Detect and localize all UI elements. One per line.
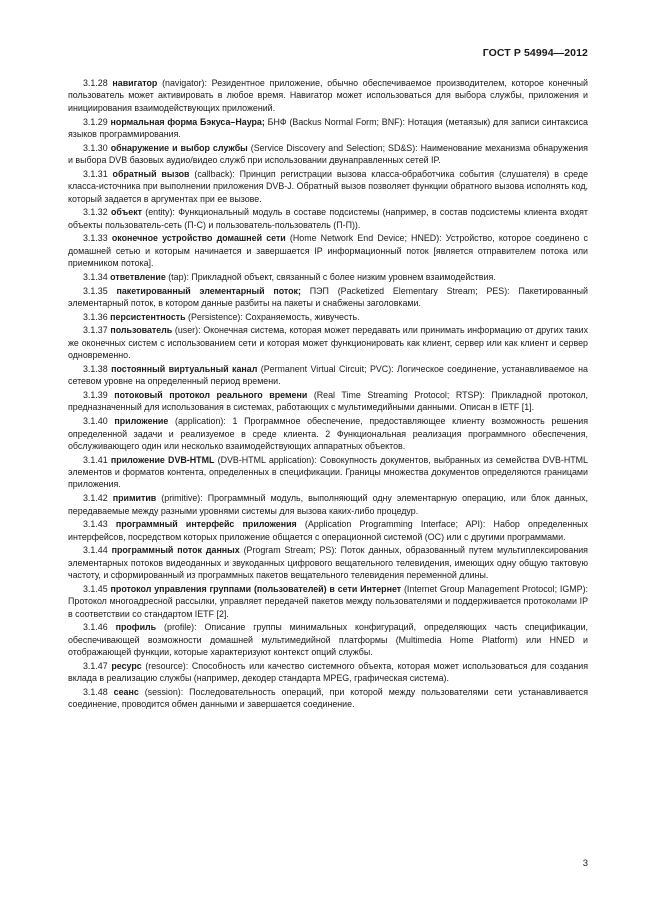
entry-term: потоковый протокол реального времени (114, 390, 308, 401)
definition-entry (68, 492, 588, 517)
definitions-list (68, 77, 588, 712)
entry-number: 3.1.30 (83, 142, 108, 153)
entry-number: 3.1.46 (83, 622, 108, 633)
definition-entry (68, 686, 588, 711)
definition-entry (68, 363, 588, 388)
definition-entry (68, 518, 588, 543)
entry-number: 3.1.31 (83, 168, 108, 179)
entry-number: 3.1.45 (83, 583, 108, 594)
entry-definition: (Real Time Streaming Protocol; RTSP): Прикладной протокол, предназначенный для использования в системах, работающих с мультимедийными данными. Описан в IETF [1]. (68, 390, 588, 413)
definition-entry (68, 116, 588, 141)
entry-definition: (user): Оконечная система, которая может передавать или принимать информацию от других таких же оконечных систем с использованием сети и которая может функционировать как клиент, сервер или как клиент и сервер одновременно. (68, 325, 589, 361)
page-number: 3 (582, 858, 588, 869)
entry-term: постоянный виртуальный канал (111, 363, 258, 374)
entry-definition: (Program Stream; PS): Поток данных, образованный путем мультиплексирования элементарных потоков видеоданных и звукоданных цифрового вещательного телевидения, имеющих одну общую тактовую частоту, и сформированный из программных пакетов вещательного телевидения переменной длины. (68, 545, 588, 581)
entry-term: объект (111, 207, 142, 218)
entry-term: обратный вызов (112, 168, 190, 179)
definition-entry (68, 454, 588, 491)
entry-term: приложение (114, 416, 169, 427)
definition-entry (68, 544, 588, 581)
entry-term: программный интерфейс приложения (115, 519, 297, 530)
entry-number: 3.1.40 (83, 416, 108, 427)
definition-entry (68, 168, 588, 205)
entry-term: ответвление (110, 271, 166, 282)
definition-entry (68, 415, 588, 452)
entry-number: 3.1.33 (83, 233, 108, 244)
entry-number: 3.1.29 (83, 116, 108, 127)
entry-term: навигатор (112, 78, 158, 88)
entry-definition: БНФ (Backus Normal Form; BNF): Нотация (метаязык) для записи синтаксиса языков программирования. (68, 116, 588, 139)
entry-number: 3.1.41 (83, 454, 108, 465)
definition-entry (68, 660, 588, 685)
entry-term: пользователь (110, 325, 173, 336)
entry-definition: ПЭП (Packetized Elementary Stream; PES): Пакетированный элементарный поток, в котором данные разбиты на пакеты и снабжены заголовками. (68, 285, 588, 308)
entry-number: 3.1.44 (83, 545, 108, 556)
entry-definition: (Home Network End Device; HNED): Устройство, которое соединено с домашней сетью и которым начинается и завершается IP информационный поток [является отправителем потока или приемником потока]. (68, 233, 588, 269)
entry-term: ресурс (111, 660, 142, 671)
definition-entry (68, 389, 588, 414)
entry-term: оконечное устройство домашней сети (111, 233, 286, 244)
definition-entry (68, 324, 588, 361)
entry-number: 3.1.47 (83, 660, 108, 671)
entry-definition: (application): 1 Программное обеспечение, предоставляющее клиенту возможность решения определенной задачи и реализуемое в среде клиента. 2 Функциональная реализация программного обеспечения, обслуживающего один или несколько взаимодействующих аппаратных объектов. (68, 416, 588, 451)
entry-definition: (Internet Group Management Protocol; IGMP): Протокол многоадресной рассылки, управляет передачей пакетов между пользователями и поддерживается протоколами IP в соответствии со стандартом IETF [2]. (68, 583, 589, 619)
entry-term: пакетированный элементарный поток; (116, 285, 301, 296)
entry-definition: (session): Последовательность операций, при которой между пользователями сети устанавливается соединение, проводится обмен данными и завершается соединение. (68, 687, 588, 710)
entry-number: 3.1.39 (83, 390, 108, 401)
entry-term: сеанс (113, 687, 139, 698)
entry-term: примитив (112, 493, 157, 504)
entry-term: нормальная форма Бэкуса–Наура; (110, 116, 265, 127)
entry-definition: (profile): Описание группы минимальных конфигураций, определяющих часть спецификации, обеспечивающей возможности домашней мультимедийной платформы (Multimedia Home Platform) или HNED и отображающей функции, которые характеризуют контекст опций службы. (68, 622, 589, 658)
entry-number: 3.1.43 (83, 519, 108, 530)
entry-term: персистентность (110, 311, 186, 322)
definition-entry (68, 142, 588, 167)
entry-number: 3.1.28 (83, 78, 108, 88)
entry-definition: (resource): Способность или качество системного объекта, которая может использоваться для создания вклада в реализацию службы (например, декодер стандарта MPEG, графическая система). (68, 660, 589, 684)
entry-definition: (Permanent Virtual Circuit; PVC): Логическое соединение, устанавливаемое на сетевом уровне на определенный период времени. (68, 363, 588, 387)
entry-number: 3.1.35 (83, 285, 108, 296)
entry-definition: (entity): Функциональный модуль в составе подсистемы (например, в состав подсистемы клиента входят объекты пользователь-сеть (П-С) и пользователь-пользователь (П-П)). (68, 207, 588, 230)
entry-definition: (Persistence): Сохраняемость, живучесть. (185, 311, 360, 322)
definition-entry (68, 311, 588, 323)
entry-number: 3.1.34 (83, 271, 108, 282)
definition-entry (68, 77, 588, 114)
entry-term: протокол управления группами (пользователей) в сети Интернет (110, 583, 402, 594)
entry-definition: (tap): Прикладной объект, связанный с более низким уровнем взаимодействия. (165, 271, 496, 282)
entry-term: обнаружение и выбор службы (110, 142, 248, 153)
definition-entry (68, 583, 588, 620)
definition-entry (68, 285, 588, 310)
entry-term: профиль (115, 622, 157, 633)
definition-entry (68, 206, 588, 231)
definition-entry (68, 271, 588, 283)
entry-definition: (navigator): Резидентное приложение, обычно обеспечиваемое производителем, которое конечный пользователь может активировать в любое время. Навигатор может использоваться для выбора службы, приложения и инициирования взаимодействующих приложений. (68, 78, 588, 113)
entry-number: 3.1.48 (83, 687, 108, 698)
entry-number: 3.1.38 (83, 363, 108, 374)
entry-term: приложение DVB-HTML (110, 454, 215, 465)
entry-term: программный поток данных (111, 545, 240, 556)
entry-number: 3.1.36 (83, 311, 108, 322)
entry-number: 3.1.42 (83, 493, 108, 504)
entry-number: 3.1.32 (83, 207, 108, 218)
entry-definition: (callback): Принцип регистрации вызова класса-обработчика события (слушателя) в среде класса-источника при выполнении приложения DVB-J. Обратный вызов позволяет функции обратного вызова исполнять код, который задается в аргументах при ее вызове. (68, 168, 589, 204)
document-header-standard: ГОСТ Р 54994—2012 (482, 47, 588, 59)
entry-definition: (Application Programming Interface; API): Набор определенных интерфейсов, посредством которых приложение общается с операционной системой (ОС) или с другими программами. (68, 519, 588, 542)
definition-entry (68, 232, 588, 269)
entry-definition: (Service Discovery and Selection; SD&S): Наименование механизма обнаружения и выбора DVB базовых аудио/видео служб при использовании двунаправленных сетей IP. (68, 142, 588, 166)
entry-number: 3.1.37 (83, 325, 108, 336)
entry-definition: (primitive): Программный модуль, выполняющий одну элементарную операцию, или блок данных, передаваемые между разными уровнями системы для вызова каких-либо процедур. (68, 493, 588, 516)
entry-definition: (DVB-HTML application): Совокупность документов, выбранных из семейства DVB-HTML элементов и форматов контента, определенных в спецификации. Границы множества документов определяются границами приложения. (68, 454, 588, 490)
definition-entry (68, 621, 588, 658)
